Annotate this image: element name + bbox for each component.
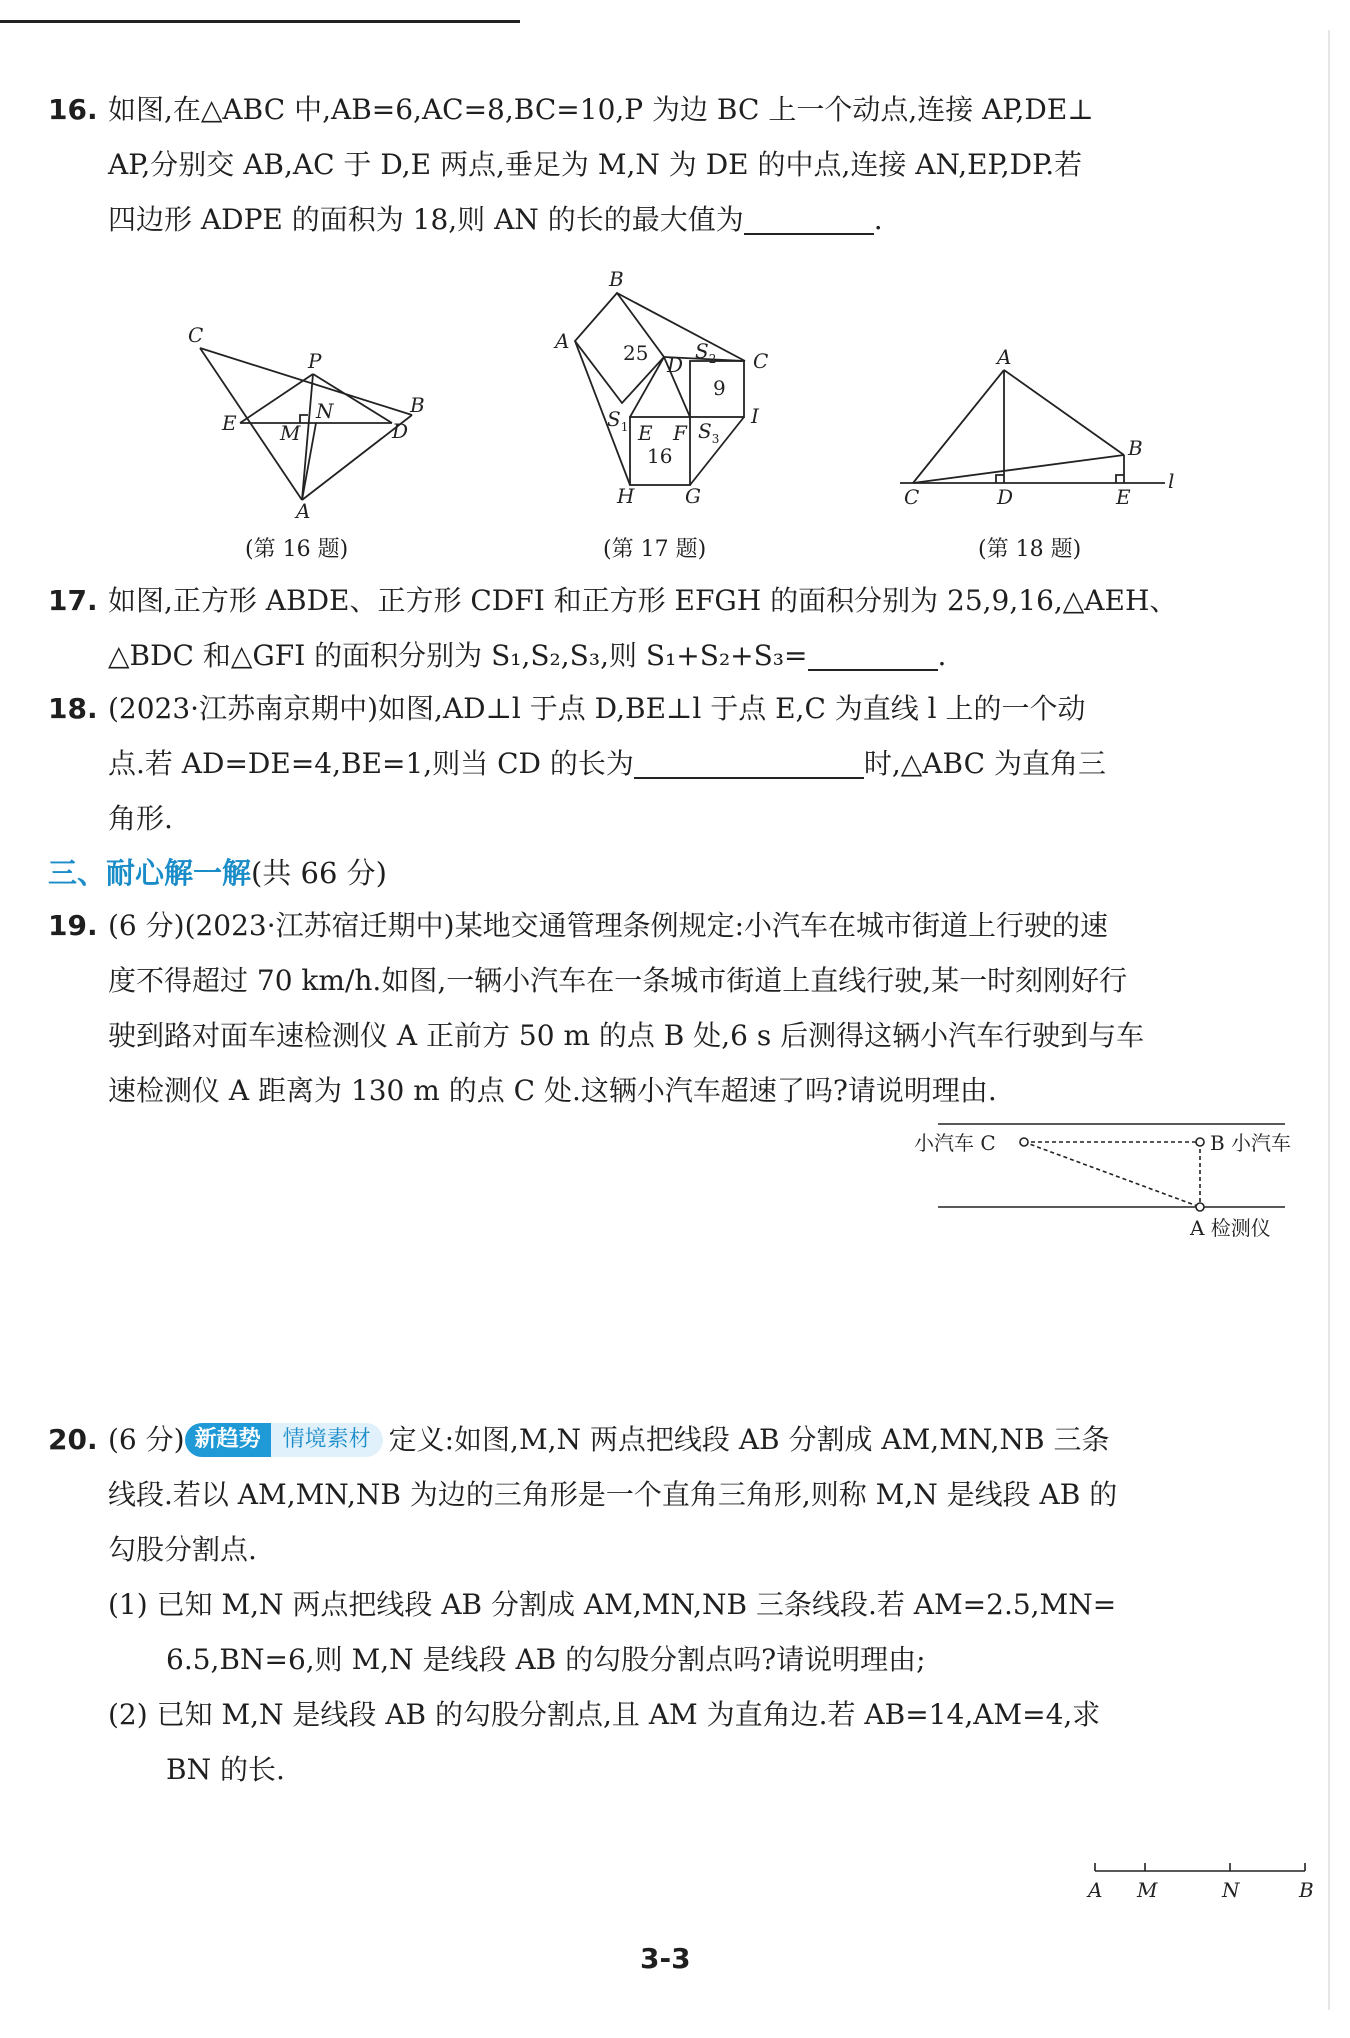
- label-E: E: [1116, 485, 1131, 509]
- question-line: 四边形 ADPE 的面积为 18,则 AN 的长的最大值为 .: [108, 192, 1318, 247]
- question-line: 驶到路对面车速检测仪 A 正前方 50 m 的点 B 处,6 s 后测得这辆小汽车行驶到与车: [108, 1019, 1145, 1052]
- question-line: (6 分)(2023·江苏宿迁期中)某地交通管理条例规定:小汽车在城市街道上行驶的速: [108, 909, 1109, 942]
- label-C: C: [188, 323, 204, 347]
- part-1-line: 6.5,BN=6,则 M,N 是线段 AB 的勾股分割点吗?请说明理由;: [166, 1643, 926, 1676]
- question-number: 19.: [48, 909, 98, 942]
- label-A: A: [997, 345, 1012, 369]
- part-1-line: (1) 已知 M,N 两点把线段 AB 分割成 AM,MN,NB 三条线段.若 AM=2.5,MN=: [108, 1588, 1117, 1621]
- question-line: 度不得超过 70 km/h.如图,一辆小汽车在一条城市街道上直线行驶,某一时刻刚好行: [108, 964, 1128, 997]
- question-line: AP,分别交 AB,AC 于 D,E 两点,垂足为 M,N 为 DE 的中点,连接 AN,EP,DP.若: [108, 148, 1083, 181]
- answer-blank[interactable]: [808, 635, 938, 671]
- caption-18: (第 18 题): [978, 537, 1082, 562]
- label-D: D: [667, 353, 684, 377]
- label-C: C: [753, 349, 769, 373]
- question-19: [48, 898, 1318, 1118]
- label-E: E: [638, 421, 653, 445]
- question-16: [48, 82, 1318, 247]
- page-number: 3-3: [640, 1942, 691, 1975]
- question-line: 线段.若以 AM,MN,NB 为边的三角形是一个直角三角形,则称 M,N 是线段 AB 的: [108, 1478, 1118, 1511]
- figure-20: [1075, 1855, 1325, 1915]
- question-line: △BDC 和△GFI 的面积分别为 S₁,S₂,S₃,则 S₁+S₂+S₃= .: [108, 628, 1318, 683]
- label-car-B: B 小汽车: [1210, 1131, 1292, 1155]
- question-line: (2023·江苏南京期中)如图,AD⊥l 于点 D,BE⊥l 于点 E,C 为直线 l 上的一个动: [108, 692, 1086, 725]
- label-A: A: [1088, 1878, 1103, 1902]
- question-number: 16.: [48, 93, 98, 126]
- context-tag: 情境素材: [271, 1423, 383, 1457]
- label-B: B: [410, 393, 425, 417]
- area-25: 25: [623, 341, 649, 365]
- label-S1: $S_1$: [607, 407, 629, 434]
- question-line: 勾股分割点.: [108, 1533, 257, 1566]
- question-number: 20.: [48, 1423, 98, 1456]
- label-detector: A 检测仪: [1190, 1216, 1271, 1240]
- label-M: M: [1137, 1878, 1158, 1902]
- label-F: F: [673, 421, 687, 445]
- area-16: 16: [647, 444, 673, 468]
- figure-18: [890, 340, 1180, 515]
- label-S2: $S_2$: [695, 339, 717, 366]
- label-l: l: [1168, 469, 1175, 493]
- caption-17: (第 17 题): [603, 537, 707, 562]
- label-N: N: [1222, 1878, 1240, 1902]
- label-B: B: [1299, 1878, 1314, 1902]
- section-title: 三、耐心解一解: [48, 856, 252, 890]
- label-S3: $S_3$: [698, 419, 720, 446]
- label-P: P: [308, 349, 322, 373]
- section-score: (共 66 分): [251, 856, 387, 890]
- question-line: 速检测仪 A 距离为 130 m 的点 C 处.这辆小汽车超速了吗?请说明理由.: [108, 1074, 997, 1107]
- question-17: [48, 573, 1318, 683]
- question-20: [48, 1412, 1318, 1577]
- caption-16: (第 16 题): [245, 537, 349, 562]
- figure-19: [900, 1110, 1300, 1250]
- section-heading: [48, 848, 387, 898]
- question-20-parts: [48, 1577, 1318, 1797]
- question-number: 17.: [48, 584, 98, 617]
- label-I: I: [751, 404, 759, 428]
- part-2-line: (2) 已知 M,N 是线段 AB 的勾股分割点,且 AM 为直角边.若 AB=14,AM=4,求: [108, 1698, 1101, 1731]
- trend-tag: 新趋势: [185, 1423, 271, 1457]
- part-2-line: BN 的长.: [166, 1753, 285, 1786]
- label-B: B: [1128, 436, 1143, 460]
- question-line: 角形.: [108, 802, 173, 835]
- question-18: [48, 681, 1318, 846]
- label-car-C: 小汽车 C: [914, 1131, 996, 1155]
- figure-17: [545, 268, 785, 513]
- label-E: E: [222, 411, 237, 435]
- label-A: A: [296, 499, 311, 520]
- question-line: 点.若 AD=DE=4,BE=1,则当 CD 的长为 时,△ABC 为直角三: [108, 736, 1318, 791]
- label-C: C: [904, 485, 920, 509]
- question-line: 如图,正方形 ABDE、正方形 CDFI 和正方形 EFGH 的面积分别为 25,9,16,△AEH、: [108, 584, 1178, 617]
- label-N: N: [316, 399, 334, 423]
- label-H: H: [617, 484, 635, 508]
- label-A: A: [555, 329, 570, 353]
- answer-blank[interactable]: [744, 199, 874, 235]
- top-rule: [0, 20, 520, 23]
- question-line: (6 分) 新趋势 情境素材 定义:如图,M,N 两点把线段 AB 分割成 AM,MN,NB 三条: [108, 1423, 1110, 1456]
- page-edge: [1328, 30, 1330, 2010]
- label-G: G: [685, 484, 701, 508]
- figure-16: [170, 320, 460, 520]
- area-9: 9: [713, 376, 726, 400]
- label-D: D: [392, 419, 409, 443]
- label-B: B: [609, 268, 624, 291]
- question-line: 如图,在△ABC 中,AB=6,AC=8,BC=10,P 为边 BC 上一个动点,连接 AP,DE⊥: [108, 93, 1094, 126]
- label-D: D: [997, 485, 1014, 509]
- answer-blank[interactable]: [634, 743, 864, 779]
- label-M: M: [280, 421, 301, 445]
- question-number: 18.: [48, 692, 98, 725]
